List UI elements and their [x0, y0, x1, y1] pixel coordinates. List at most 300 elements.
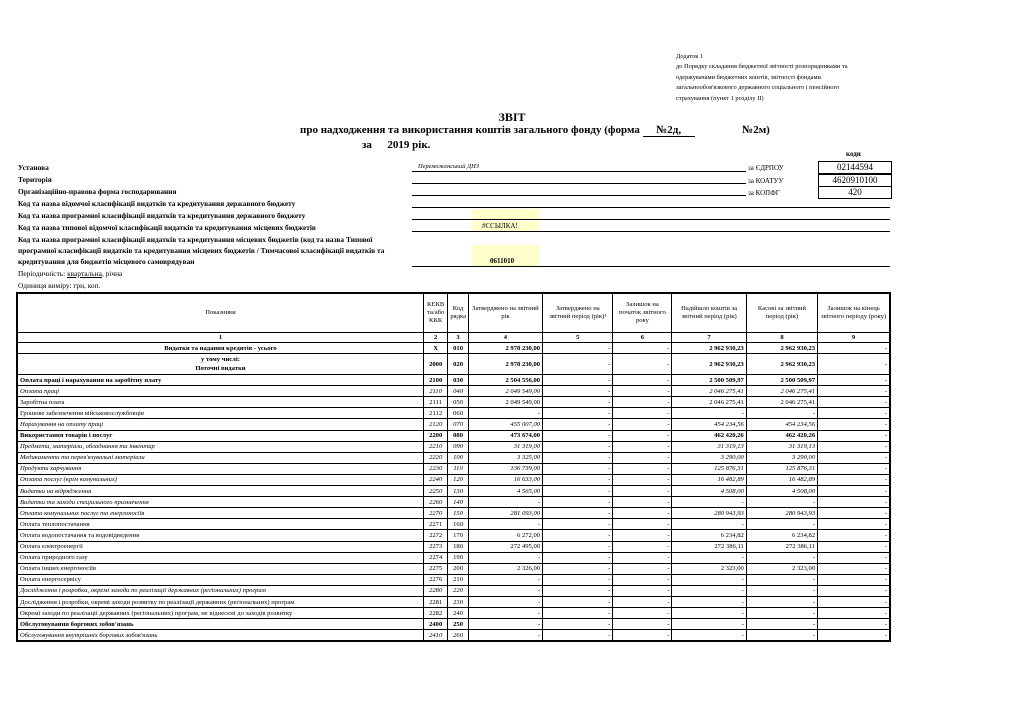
periodicity-annual: , річна — [101, 269, 123, 278]
table-cell-c8: 2 046 275,41 — [746, 386, 817, 397]
table-cell-c7: - — [672, 608, 746, 619]
table-cell-c5: - — [543, 508, 613, 519]
unit-label: Одиниця виміру: грн, коп. — [18, 281, 101, 290]
table-cell-c9: - — [818, 563, 890, 574]
code-label-koatuu: за КОАТУУ — [748, 177, 784, 185]
table-cell-c5: - — [543, 497, 613, 508]
table-cell-code: 240 — [448, 608, 468, 619]
table-cell-c5: - — [543, 574, 613, 585]
period-year: 2019 рік. — [387, 139, 431, 151]
table-cell-name: Предмети, матеріали, обладнання та інвентар — [17, 441, 423, 452]
table-cell-c6: - — [613, 430, 672, 441]
table-cell-name: Видатки та заходи спеціального призначення — [17, 497, 423, 508]
table-cell-kekv: 2275 — [423, 563, 447, 574]
table-cell-c8: - — [746, 596, 817, 607]
table-cell-code: 170 — [448, 530, 468, 541]
column-header: Залишок на кінець звітного періоду (року) — [818, 293, 890, 333]
table-cell-name: Оплата праці і нарахування на заробітну плату — [17, 375, 423, 386]
subtitle-text: про надходження та використання коштів загального фонду (форма — [300, 124, 640, 136]
table-row — [17, 508, 890, 519]
table-cell-name: Використання товарів і послуг — [17, 430, 423, 441]
table-cell-name: Обслуговування боргових зобов'язань — [17, 619, 423, 630]
table-cell-kekv: 2274 — [423, 552, 447, 563]
table-cell-c8: 3 290,00 — [746, 452, 817, 463]
table-cell-c9: - — [818, 630, 890, 642]
table-cell-c7: 462 420,26 — [672, 430, 746, 441]
table-cell-c9: - — [818, 519, 890, 530]
table-cell-c7: - — [672, 497, 746, 508]
table-cell-c6: - — [613, 497, 672, 508]
table-cell-c4: - — [468, 608, 542, 619]
table-cell-code: 190 — [448, 552, 468, 563]
table-cell-name: Окремі заходи по реалізації державних (регіональних) програм, не віднесені до заходів розвитку — [17, 608, 423, 619]
column-number: 2 — [423, 333, 447, 343]
table-cell-c8: - — [746, 608, 817, 619]
table-cell-c6: - — [613, 563, 672, 574]
table-row — [17, 386, 890, 397]
form-m: №2м) — [742, 124, 770, 136]
table-row — [17, 497, 890, 508]
table-cell-code: 220 — [448, 585, 468, 596]
table-cell-c6: - — [613, 519, 672, 530]
table-cell-c6: - — [613, 408, 672, 419]
table-cell-c8: 2 962 930,23 — [746, 343, 817, 354]
table-cell-kekv: 2272 — [423, 530, 447, 541]
institution-value: Переможенський ДНЗ — [418, 163, 479, 170]
table-cell-name: Оплата енергосервісу — [17, 574, 423, 585]
table-cell-code: 060 — [448, 408, 468, 419]
table-cell-c9: - — [818, 354, 890, 375]
column-header: Надійшло коштів за звітний період (рік) — [672, 293, 746, 333]
annex-line: страхування (пункт 1 розділу II) — [676, 94, 764, 102]
table-cell-c4: - — [468, 596, 542, 607]
table-cell-c5: - — [543, 452, 613, 463]
table-cell-c8: 16 482,89 — [746, 474, 817, 485]
table-cell-c6: - — [613, 354, 672, 375]
table-cell-c6: - — [613, 375, 672, 386]
table-cell-c6: - — [613, 508, 672, 519]
table-row — [17, 585, 890, 596]
code-koatuu: 4620910100 — [818, 174, 892, 187]
table-cell-name: Продукти харчування — [17, 463, 423, 474]
table-cell-c7: 2 962 930,23 — [672, 354, 746, 375]
table-cell-c9: - — [818, 452, 890, 463]
table-cell-code: 010 — [448, 343, 468, 354]
table-cell-c9: - — [818, 419, 890, 430]
table-cell-c4: - — [468, 574, 542, 585]
column-number: 4 — [468, 333, 542, 343]
table-cell-c7: - — [672, 519, 746, 530]
table-cell-kekv: 2400 — [423, 619, 447, 630]
column-number: 5 — [543, 333, 613, 343]
table-cell-c6: - — [613, 608, 672, 619]
form-d: №2д, — [643, 124, 695, 137]
table-cell-c9: - — [818, 497, 890, 508]
column-header: КЕКВ та/або ККК — [423, 293, 447, 333]
table-cell-name: Видатки на відрядження — [17, 486, 423, 497]
table-row — [17, 343, 890, 354]
table-header-row — [17, 293, 890, 333]
table-cell-c8: 31 319,13 — [746, 441, 817, 452]
table-cell-c7: 6 234,82 — [672, 530, 746, 541]
table-cell-kekv: 2410 — [423, 630, 447, 642]
table-cell-c9: - — [818, 386, 890, 397]
table-cell-name: Грошове забезпечення військовослужбовців — [17, 408, 423, 419]
table-cell-c4: 2 049 549,00 — [468, 397, 542, 408]
annex-line: одержувачами бюджетних коштів, звітності фондами — [676, 73, 821, 81]
table-cell-c6: - — [613, 552, 672, 563]
table-cell-c5: - — [543, 386, 613, 397]
table-cell-kekv: 2200 — [423, 430, 447, 441]
table-cell-c6: - — [613, 463, 672, 474]
table-row — [17, 375, 890, 386]
table-cell-c9: - — [818, 430, 890, 441]
table-cell-c4: - — [468, 408, 542, 419]
table-cell-c5: - — [543, 430, 613, 441]
dept-code-label: Код та назва відомчої класифікації видатків та кредитування державного бюджету — [18, 199, 296, 208]
periodicity-label: Періодичність: — [18, 269, 68, 278]
table-cell-c8: 2 323,00 — [746, 563, 817, 574]
typical-code-label: Код та назва типової відомчої класифікації видатків та кредитування місцевих бюджетів — [18, 223, 316, 232]
table-cell-c6: - — [613, 530, 672, 541]
report-subtitle — [300, 124, 820, 137]
code-label-edrpou: за ЄДРПОУ — [748, 164, 784, 172]
table-row — [17, 474, 890, 485]
table-row — [17, 596, 890, 607]
annex-line: до Порядку складання бюджетної звітності розпорядниками та — [676, 63, 848, 71]
table-cell-code: 130 — [448, 486, 468, 497]
table-cell-c5: - — [543, 486, 613, 497]
table-cell-c7: 2 500 509,97 — [672, 375, 746, 386]
table-cell-kekv: 2220 — [423, 452, 447, 463]
table-cell-c6: - — [613, 474, 672, 485]
table-cell-c7: 2 962 930,23 — [672, 343, 746, 354]
local-prog-label-3: кредитування для бюджетів місцевого самоврядуван — [18, 257, 195, 266]
table-cell-c5: - — [543, 463, 613, 474]
table-cell-c6: - — [613, 585, 672, 596]
table-cell-c8: - — [746, 519, 817, 530]
table-cell-name: Оплата праці — [17, 386, 423, 397]
table-cell-kekv: 2273 — [423, 541, 447, 552]
table-cell-c7: - — [672, 585, 746, 596]
table-cell-kekv: 2120 — [423, 419, 447, 430]
table-cell-name: Нарахування на оплату праці — [17, 419, 423, 430]
table-cell-code: 110 — [448, 463, 468, 474]
report-title: ЗВІТ — [498, 110, 526, 124]
table-cell-code: 020 — [448, 354, 468, 375]
table-cell-name: Оплата природного газу — [17, 552, 423, 563]
prog-code-label: Код та назва програмної класифікації видатків та кредитування державного бюджету — [18, 211, 306, 220]
table-cell-c9: - — [818, 441, 890, 452]
table-cell-kekv: X — [423, 343, 447, 354]
table-cell-c6: - — [613, 441, 672, 452]
annex-line: загальнообов'язкового державного соціального і пенсійного — [676, 84, 840, 92]
table-cell-c5: - — [543, 397, 613, 408]
table-cell-name: у тому числі: Поточні видатки — [17, 354, 423, 375]
table-cell-name: Оплата послуг (крім комунальних) — [17, 474, 423, 485]
table-cell-c4: 2 504 556,00 — [468, 375, 542, 386]
table-cell-c6: - — [613, 452, 672, 463]
table-cell-code: 050 — [448, 397, 468, 408]
table-row — [17, 608, 890, 619]
annex-line: Додаток 1 — [676, 53, 704, 60]
table-row — [17, 486, 890, 497]
table-cell-kekv: 2110 — [423, 386, 447, 397]
table-cell-c4: 473 674,00 — [468, 430, 542, 441]
table-cell-c4: - — [468, 519, 542, 530]
table-row — [17, 530, 890, 541]
table-cell-c4: 2 978 230,00 — [468, 354, 542, 375]
table-row — [17, 630, 890, 642]
table-cell-c5: - — [543, 541, 613, 552]
table-cell-code: 080 — [448, 430, 468, 441]
table-cell-c7: 454 234,56 — [672, 419, 746, 430]
table-cell-c8: 272 386,11 — [746, 541, 817, 552]
table-cell-kekv: 2100 — [423, 375, 447, 386]
table-cell-c4: 16 633,00 — [468, 474, 542, 485]
table-cell-kekv: 2210 — [423, 441, 447, 452]
table-cell-c9: - — [818, 486, 890, 497]
table-cell-c9: - — [818, 619, 890, 630]
table-cell-c5: - — [543, 630, 613, 642]
table-cell-kekv: 2230 — [423, 463, 447, 474]
local-prog-value: 0611010 — [490, 257, 515, 265]
table-cell-c9: - — [818, 508, 890, 519]
table-cell-c9: - — [818, 375, 890, 386]
table-cell-c7: 16 482,89 — [672, 474, 746, 485]
table-cell-name: Видатки та надання кредитів - усього — [17, 343, 423, 354]
table-cell-c4: 272 495,00 — [468, 541, 542, 552]
table-cell-c8: 280 943,93 — [746, 508, 817, 519]
table-cell-c7: 125 876,31 — [672, 463, 746, 474]
codes-header: коди — [846, 150, 861, 158]
table-cell-c4: 2 049 549,00 — [468, 386, 542, 397]
territory-label: Територія — [18, 175, 52, 184]
table-cell-c5: - — [543, 408, 613, 419]
table-cell-c5: - — [543, 608, 613, 619]
table-cell-c7: - — [672, 596, 746, 607]
table-cell-c5: - — [543, 563, 613, 574]
table-cell-c7: 272 386,11 — [672, 541, 746, 552]
table-cell-kekv: 2270 — [423, 508, 447, 519]
table-cell-kekv: 2280 — [423, 585, 447, 596]
table-row — [17, 354, 890, 375]
table-cell-c5: - — [543, 519, 613, 530]
table-cell-c8: 2 500 509,97 — [746, 375, 817, 386]
table-cell-c6: - — [613, 397, 672, 408]
table-row — [17, 419, 890, 430]
table-cell-c7: - — [672, 552, 746, 563]
table-cell-c9: - — [818, 608, 890, 619]
table-cell-c8: 125 876,31 — [746, 463, 817, 474]
table-cell-c5: - — [543, 619, 613, 630]
periodicity-quarterly: квартальна — [67, 269, 102, 278]
local-prog-label-2: програмної класифікації видатків та кредитування місцевих бюджетів / Тимчасової класифікації видатків та — [18, 246, 385, 255]
table-cell-c8: - — [746, 574, 817, 585]
table-cell-code: 230 — [448, 596, 468, 607]
table-cell-c9: - — [818, 585, 890, 596]
table-cell-code: 090 — [448, 441, 468, 452]
table-cell-code: 210 — [448, 574, 468, 585]
table-cell-name: Дослідження і розробки, окремі заходи розвитку по реалізації державних (регіональних) програм — [17, 596, 423, 607]
column-header: Затверджено на звітний період (рік)¹ — [543, 293, 613, 333]
annex-note — [676, 52, 916, 104]
table-cell-c4: 2 978 230,00 — [468, 343, 542, 354]
column-header: Затверджено на звітний рік — [468, 293, 542, 333]
table-cell-code: 150 — [448, 508, 468, 519]
table-cell-c4: 455 007,00 — [468, 419, 542, 430]
table-cell-c7: - — [672, 408, 746, 419]
table-cell-kekv: 2250 — [423, 486, 447, 497]
table-row — [17, 574, 890, 585]
table-cell-c4: - — [468, 497, 542, 508]
table-cell-name: Оплата інших енергоносіїв — [17, 563, 423, 574]
column-header: Залишок на початок звітного року — [613, 293, 672, 333]
table-cell-c8: - — [746, 585, 817, 596]
table-cell-c4: 4 565,00 — [468, 486, 542, 497]
table-cell-c9: - — [818, 408, 890, 419]
table-cell-name: Оплата електроенергії — [17, 541, 423, 552]
legal-form-label: Організаційно-правова форма господарювання — [18, 187, 177, 196]
table-cell-c4: 3 325,00 — [468, 452, 542, 463]
table-cell-code: 160 — [448, 519, 468, 530]
table-row — [17, 441, 890, 452]
table-cell-kekv: 2260 — [423, 497, 447, 508]
periodicity — [18, 269, 122, 278]
table-cell-c5: - — [543, 474, 613, 485]
column-number: 8 — [746, 333, 817, 343]
table-cell-c7: - — [672, 619, 746, 630]
table-cell-c5: - — [543, 354, 613, 375]
column-number: 1 — [17, 333, 423, 343]
table-cell-name: Оплата комунальних послуг та енергоносіїв — [17, 508, 423, 519]
table-cell-code: 070 — [448, 419, 468, 430]
table-cell-code: 030 — [448, 375, 468, 386]
table-cell-c5: - — [543, 552, 613, 563]
table-cell-kekv: 2282 — [423, 608, 447, 619]
period-label: за — [362, 139, 372, 151]
table-row — [17, 541, 890, 552]
column-header: Код рядка — [448, 293, 468, 333]
code-edrpou: 02144594 — [818, 161, 892, 174]
table-cell-code: 040 — [448, 386, 468, 397]
table-cell-c9: - — [818, 474, 890, 485]
table-cell-c4: 2 326,00 — [468, 563, 542, 574]
table-cell-c6: - — [613, 630, 672, 642]
table-cell-kekv: 2112 — [423, 408, 447, 419]
local-prog-label-1: Код та назва програмної класифікації видатків та кредитування місцевих бюджетів (код та назва Типової — [18, 235, 373, 244]
column-header: Касові за звітний період (рік) — [746, 293, 817, 333]
table-cell-c8: - — [746, 497, 817, 508]
table-cell-c4: 6 272,00 — [468, 530, 542, 541]
table-cell-c8: 454 234,56 — [746, 419, 817, 430]
table-cell-name: Оплата водопостачання та водовідведення — [17, 530, 423, 541]
table-cell-code: 100 — [448, 452, 468, 463]
table-cell-kekv: 2276 — [423, 574, 447, 585]
table-cell-kekv: 2000 — [423, 354, 447, 375]
table-cell-c6: - — [613, 343, 672, 354]
table-cell-c6: - — [613, 619, 672, 630]
table-cell-c5: - — [543, 375, 613, 386]
code-label-kopfg: за КОПФГ — [748, 189, 780, 197]
table-cell-c9: - — [818, 574, 890, 585]
table-cell-c9: - — [818, 530, 890, 541]
column-number: 9 — [818, 333, 890, 343]
table-cell-c6: - — [613, 541, 672, 552]
table-cell-c7: - — [672, 574, 746, 585]
table-cell-c8: - — [746, 630, 817, 642]
column-header: Показники — [17, 293, 423, 333]
table-cell-code: 260 — [448, 630, 468, 642]
column-number: 6 — [613, 333, 672, 343]
table-cell-code: 200 — [448, 563, 468, 574]
table-cell-c7: 2 046 275,41 — [672, 386, 746, 397]
table-cell-c4: - — [468, 552, 542, 563]
table-cell-c7: 31 319,13 — [672, 441, 746, 452]
report-period — [362, 139, 482, 151]
table-cell-c5: - — [543, 530, 613, 541]
table-cell-c4: - — [468, 585, 542, 596]
table-cell-c8: - — [746, 552, 817, 563]
table-cell-c8: 2 046 275,41 — [746, 397, 817, 408]
table-cell-c6: - — [613, 419, 672, 430]
table-cell-c7: 2 046 275,41 — [672, 397, 746, 408]
table-cell-c4: 136 739,00 — [468, 463, 542, 474]
table-cell-kekv: 2281 — [423, 596, 447, 607]
column-number: 3 — [448, 333, 468, 343]
table-row — [17, 463, 890, 474]
table-cell-c8: 6 234,82 — [746, 530, 817, 541]
table-cell-c5: - — [543, 596, 613, 607]
table-cell-code: 140 — [448, 497, 468, 508]
table-body — [17, 343, 890, 642]
table-cell-c6: - — [613, 574, 672, 585]
table-cell-kekv: 2271 — [423, 519, 447, 530]
table-cell-c7: 3 290,00 — [672, 452, 746, 463]
table-cell-c6: - — [613, 596, 672, 607]
table-cell-c7: 2 323,00 — [672, 563, 746, 574]
table-cell-c9: - — [818, 552, 890, 563]
table-cell-c8: - — [746, 408, 817, 419]
table-cell-c8: 2 962 930,23 — [746, 354, 817, 375]
table-cell-c7: 280 943,93 — [672, 508, 746, 519]
institution-label: Установа — [18, 163, 49, 172]
table-row — [17, 397, 890, 408]
table-cell-c4: 31 319,00 — [468, 441, 542, 452]
table-cell-name: Обслуговування внутрішніх боргових зобов'язань — [17, 630, 423, 642]
table-cell-c9: - — [818, 463, 890, 474]
table-row — [17, 452, 890, 463]
table-cell-code: 180 — [448, 541, 468, 552]
table-cell-kekv: 2111 — [423, 397, 447, 408]
table-row — [17, 408, 890, 419]
table-cell-c9: - — [818, 541, 890, 552]
table-number-row — [17, 333, 890, 343]
table-cell-c5: - — [543, 441, 613, 452]
typical-code-value: #ССЫЛКА! — [482, 222, 518, 230]
table-cell-c5: - — [543, 585, 613, 596]
table-cell-c7: 4 508,00 — [672, 486, 746, 497]
table-cell-code: 250 — [448, 619, 468, 630]
table-cell-c5: - — [543, 343, 613, 354]
table-cell-c8: 4 508,00 — [746, 486, 817, 497]
table-cell-c9: - — [818, 397, 890, 408]
column-number: 7 — [672, 333, 746, 343]
table-cell-c4: - — [468, 619, 542, 630]
table-cell-c9: - — [818, 343, 890, 354]
table-cell-c4: 281 093,00 — [468, 508, 542, 519]
table-cell-name: Заробітна плата — [17, 397, 423, 408]
